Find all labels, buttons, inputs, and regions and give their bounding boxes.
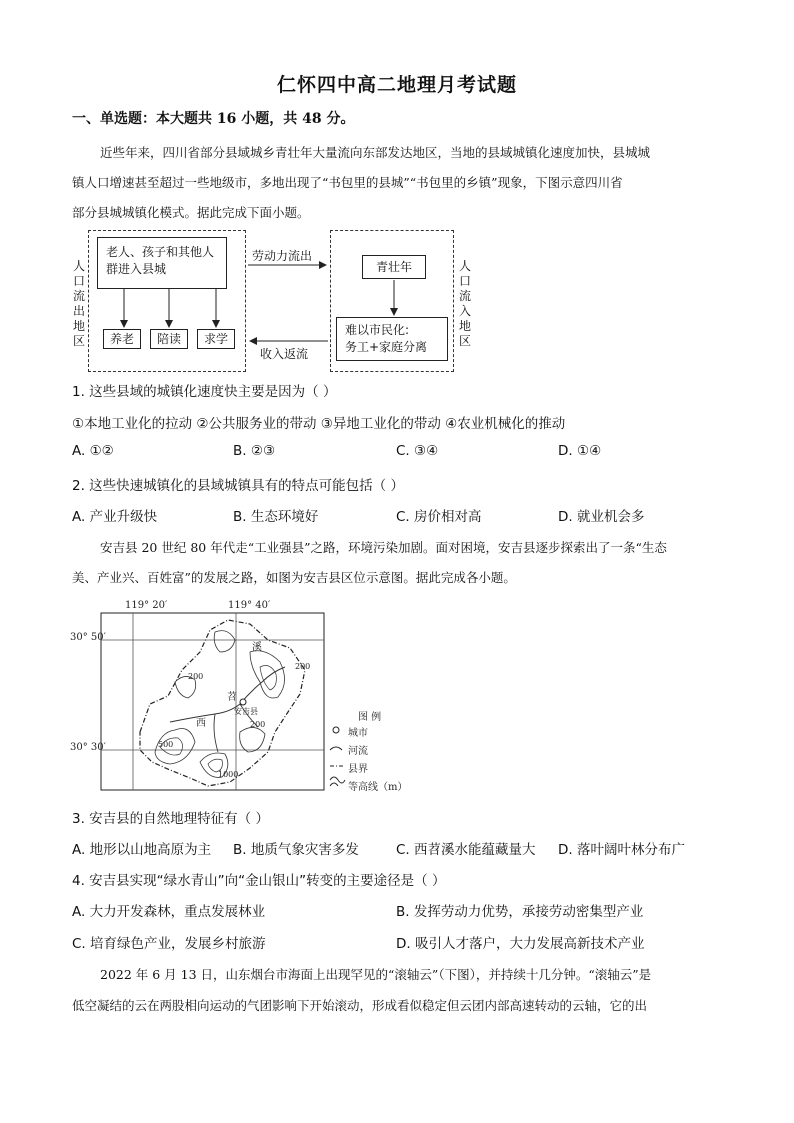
map-contour-500: 500	[158, 740, 174, 749]
q1-option-d[interactable]: D. ①④	[558, 443, 602, 459]
q2-option-c[interactable]: C. 房价相对高	[396, 509, 482, 525]
inflow-region-label: 人口流入地区	[458, 259, 471, 348]
map-river-char3: 西	[196, 718, 206, 729]
map-contour-1000: 1000	[218, 770, 239, 779]
q1-option-a[interactable]: A. ①②	[72, 443, 114, 459]
q3-option-a[interactable]: A. 地形以山地高原为主	[72, 842, 212, 858]
legend-river-icon	[330, 747, 342, 750]
legend-river: 河流	[348, 746, 368, 757]
legend-city-icon	[333, 727, 339, 733]
q4-option-a[interactable]: A. 大力开发森林，重点发展林业	[72, 904, 266, 920]
labor-outflow-label: 劳动力流出	[252, 249, 313, 263]
legend-contour: 等高线（m）	[348, 782, 408, 793]
legend-contour-icon	[330, 777, 345, 786]
q4-stem: 4. 安吉县实现“绿水青山”向“金山银山”转变的主要途径是（ ）	[72, 873, 446, 889]
map-lat-2: 30° 30′	[70, 742, 106, 753]
county-migrants-box: 老人、孩子和其他人群进入县城	[97, 237, 227, 289]
map-river-char2: 苕	[227, 692, 237, 703]
outflow-region-label: 人口流出地区	[72, 259, 85, 348]
study-box: 求学	[197, 329, 235, 349]
anji-location-map	[70, 600, 410, 796]
map-river-char1: 溪	[252, 642, 262, 653]
map-lat-1: 30° 50′	[70, 632, 106, 643]
map-lon-1: 119° 20′	[125, 600, 168, 611]
q2-option-b[interactable]: B. 生态环境好	[233, 509, 319, 525]
elderly-care-box: 养老	[103, 329, 141, 349]
accompany-study-box: 陪读	[150, 329, 188, 349]
legend-border: 县界	[348, 764, 368, 775]
q4-option-d[interactable]: D. 吸引人才落户，大力发展高新技术产业	[396, 936, 645, 952]
q3-option-b[interactable]: B. 地质气象灾害多发	[233, 842, 359, 858]
map-contour-200c: 200	[188, 672, 204, 681]
passage3-line2: 低空凝结的云在两股相向运动的气团影响下开始滚动，形成看似稳定但云团内部高速转动的云轴，它的出	[72, 998, 648, 1013]
hard-to-settle-line2: 务工+家庭分离	[345, 340, 428, 354]
q1-stem: 1. 这些县域的城镇化速度快主要是因为（ ）	[72, 384, 337, 400]
passage1-line3: 部分县城城镇化模式。据此完成下面小题。	[72, 205, 310, 220]
q3-option-d[interactable]: D. 落叶阔叶林分布广	[558, 842, 685, 858]
passage1-line1: 近些年来，四川省部分县域城乡青壮年大量流向东部发达地区，当地的县域城镇化速度加快，县城城	[100, 145, 651, 160]
legend-symbols	[328, 720, 348, 796]
q4-option-b[interactable]: B. 发挥劳动力优势，承接劳动密集型产业	[396, 904, 644, 920]
map-lon-2: 119° 40′	[228, 600, 271, 611]
q3-stem: 3. 安吉县的自然地理特征有（ ）	[72, 811, 269, 827]
page-title: 仁怀四中高二地理月考试题	[276, 74, 517, 96]
section-heading: 一、单选题：本大题共 16 小题，共 48 分。	[72, 111, 355, 127]
map-city-label: 安吉县	[234, 707, 258, 716]
map-contour-200b: 200	[250, 720, 266, 729]
q4-option-c[interactable]: C. 培育绿色产业，发展乡村旅游	[72, 936, 266, 952]
map-contour-200a: 200	[295, 662, 311, 671]
hard-to-settle-line1: 难以市民化:	[345, 323, 410, 337]
income-return-label: 收入返流	[260, 347, 309, 361]
map-frame	[100, 612, 325, 792]
q1-option-b[interactable]: B. ②③	[233, 443, 276, 459]
q2-stem: 2. 这些快速城镇化的县域城镇具有的特点可能包括（ ）	[72, 478, 404, 494]
diagram-arrows	[70, 225, 482, 377]
q1-option-c[interactable]: C. ③④	[396, 443, 439, 459]
q2-option-d[interactable]: D. 就业机会多	[558, 509, 645, 525]
urbanization-diagram	[70, 225, 482, 377]
legend-title: 图 例	[358, 712, 382, 723]
q3-option-c[interactable]: C. 西苕溪水能蕴藏量大	[396, 842, 536, 858]
passage1-line2: 镇人口增速甚至超过一些地级市，多地出现了“书包里的县城”“书包里的乡镇”现象，下图示意四川省	[72, 175, 623, 190]
legend-city: 城市	[348, 728, 368, 739]
passage2-line2: 美、产业兴、百姓富”的发展之路，如图为安吉县区位示意图。据此完成各小题。	[72, 570, 516, 585]
passage2-line1: 安吉县 20 世纪 80 年代走“工业强县”之路，环境污染加剧。面对困境，安吉县逐步探索出了一条“生态	[100, 540, 667, 555]
q1-items: ①本地工业化的拉动 ②公共服务业的带动 ③异地工业化的带动 ④农业机械化的推动	[72, 416, 566, 432]
young-adults-box: 青壮年	[362, 255, 426, 279]
passage3-line1: 2022 年 6 月 13 日，山东烟台市海面上出现罕见的“滚轴云”（下图），并持续十几分钟。“滚轴云”是	[100, 967, 652, 982]
q2-option-a[interactable]: A. 产业升级快	[72, 509, 158, 525]
